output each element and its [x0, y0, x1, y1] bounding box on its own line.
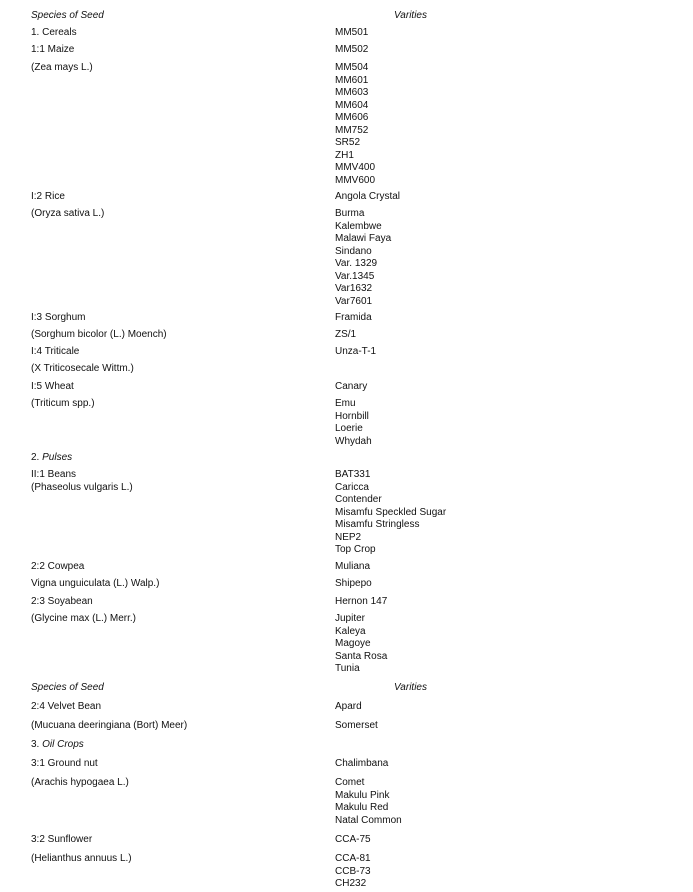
varieties-sunflower-b [335, 853, 371, 891]
variety-item: Var7601 [335, 295, 373, 307]
variety-item: Muliana [335, 561, 371, 572]
species-velvet-bean-scientific: (Mucuana deeringiana (Bort) Meer) [31, 720, 188, 731]
varieties-beans [335, 469, 446, 557]
species-cowpea: 2:2 Cowpea [31, 561, 85, 572]
varieties-triticale [335, 346, 376, 359]
variety-item: Var.1345 [335, 270, 375, 282]
species-sunflower-scientific: (Helianthus annuus L.) [31, 853, 132, 864]
section-oil-title: Oil Crops [42, 739, 84, 750]
variety-item: Contender [335, 494, 382, 505]
variety-item: Magoye [335, 638, 371, 649]
section-pulses [31, 452, 72, 464]
species-header: Species of Seed [31, 10, 104, 21]
species-maize-scientific: (Zea mays L.) [31, 62, 93, 73]
variety-item: Santa Rosa [335, 650, 388, 662]
varieties-maize-a [335, 27, 368, 40]
variety-item: MM604 [335, 99, 369, 111]
varieties-header: Varities [394, 10, 427, 21]
varieties-maize-c [335, 62, 375, 187]
variety-item: MM752 [335, 124, 369, 136]
variety-item: Makulu Pink [335, 789, 390, 801]
variety-item: Tunia [335, 663, 360, 674]
varieties-groundnut-a [335, 758, 388, 771]
varieties-cowpea-a [335, 561, 370, 574]
species-rice: I:2 Rice [31, 191, 65, 202]
variety-item: Malawi Faya [335, 233, 392, 244]
varieties-cowpea-b [335, 578, 372, 591]
variety-item: MM501 [335, 27, 369, 38]
variety-item: Angola Crystal [335, 191, 401, 202]
section-oil-crops [31, 739, 84, 751]
variety-item: Jupiter [335, 613, 366, 624]
variety-item: Burma [335, 208, 365, 219]
variety-item: Var. 1329 [335, 258, 378, 269]
varieties-rice-b [335, 208, 391, 308]
variety-item: CCB-73 [335, 865, 371, 877]
section-oil-number: 3. [31, 739, 43, 750]
variety-item: Canary [335, 381, 368, 392]
variety-item: Loerie [335, 423, 363, 434]
species-triticale-scientific: (X Triticosecale Wittm.) [31, 363, 134, 374]
variety-item: Shipepo [335, 578, 372, 589]
species-header-repeat: Species of Seed [31, 682, 104, 693]
varieties-sorghum-b [335, 329, 356, 342]
variety-item: Kalembwe [335, 220, 382, 232]
species-rice-scientific: (Oryza sativa L.) [31, 208, 105, 219]
variety-item: Chalimbana [335, 758, 389, 769]
variety-item: MMV600 [335, 174, 376, 186]
variety-item: ZS/1 [335, 329, 357, 340]
species-cowpea-scientific: Vigna unguiculata (L.) Walp.) [31, 578, 160, 589]
section-pulses-number: 2. [31, 452, 43, 463]
species-groundnut: 3:1 Ground nut [31, 758, 98, 769]
species-soyabean: 2:3 Soyabean [31, 596, 93, 607]
variety-item: Framida [335, 312, 372, 323]
species-maize: 1:1 Maize [31, 44, 75, 55]
variety-item: CCA-81 [335, 853, 371, 864]
variety-item: MMV400 [335, 162, 376, 173]
variety-item: CCA-75 [335, 834, 371, 845]
variety-item: Emu [335, 398, 356, 409]
variety-item: Misamfu Stringless [335, 519, 420, 530]
varieties-sorghum-a [335, 312, 372, 325]
variety-item: MM504 [335, 62, 369, 73]
variety-item: MM601 [335, 74, 369, 86]
variety-item: Kaleya [335, 625, 366, 637]
variety-item: Var1632 [335, 283, 373, 294]
variety-item: Natal Common [335, 814, 402, 826]
variety-item: NEP2 [335, 531, 362, 543]
variety-item: MM606 [335, 112, 369, 123]
varieties-soyabean-b [335, 613, 387, 676]
variety-item: ZH1 [335, 149, 354, 161]
variety-item: BAT331 [335, 469, 371, 480]
varieties-velvet-a [335, 701, 362, 714]
varieties-wheat-a [335, 381, 367, 394]
species-beans: II:1 Beans [31, 469, 77, 480]
varieties-maize-b [335, 44, 368, 57]
varieties-rice-a [335, 191, 400, 204]
species-velvet-bean: 2:4 Velvet Bean [31, 701, 102, 712]
variety-item: MM502 [335, 44, 369, 55]
species-wheat-scientific: (Triticum spp.) [31, 398, 95, 409]
species-sunflower: 3:2 Sunflower [31, 834, 93, 845]
species-groundnut-scientific: (Arachis hypogaea L.) [31, 777, 129, 788]
species-triticale: I:4 Triticale [31, 346, 80, 357]
variety-item: Hernon 147 [335, 596, 388, 607]
variety-item: SR52 [335, 137, 361, 148]
varieties-groundnut-b [335, 777, 402, 827]
variety-item: Sindano [335, 245, 372, 257]
variety-item: Whydah [335, 435, 372, 447]
variety-item: Unza-T-1 [335, 346, 377, 357]
variety-item: Misamfu Speckled Sugar [335, 506, 447, 518]
varieties-soyabean-a [335, 596, 387, 609]
section-cereals: 1. Cereals [31, 27, 77, 38]
species-soyabean-scientific: (Glycine max (L.) Merr.) [31, 613, 137, 624]
varieties-velvet-b [335, 720, 378, 733]
variety-item: Somerset [335, 720, 378, 731]
variety-item: Top Crop [335, 544, 376, 555]
varieties-sunflower-a [335, 834, 371, 847]
species-beans-scientific: (Phaseolus vulgaris L.) [31, 482, 133, 493]
species-wheat: I:5 Wheat [31, 381, 74, 392]
variety-item: Hornbill [335, 410, 369, 422]
variety-item: Makulu Red [335, 802, 389, 813]
species-sorghum: I:3 Sorghum [31, 312, 86, 323]
species-sorghum-scientific: (Sorghum bicolor (L.) Moench) [31, 329, 167, 340]
variety-item: Apard [335, 701, 362, 712]
variety-item: CH232 [335, 878, 367, 889]
varieties-header-repeat: Varities [394, 682, 427, 693]
varieties-wheat-b [335, 398, 372, 448]
variety-item: MM603 [335, 87, 369, 98]
variety-item: Caricca [335, 481, 369, 493]
section-pulses-title: Pulses [42, 452, 73, 463]
variety-item: Comet [335, 777, 365, 788]
